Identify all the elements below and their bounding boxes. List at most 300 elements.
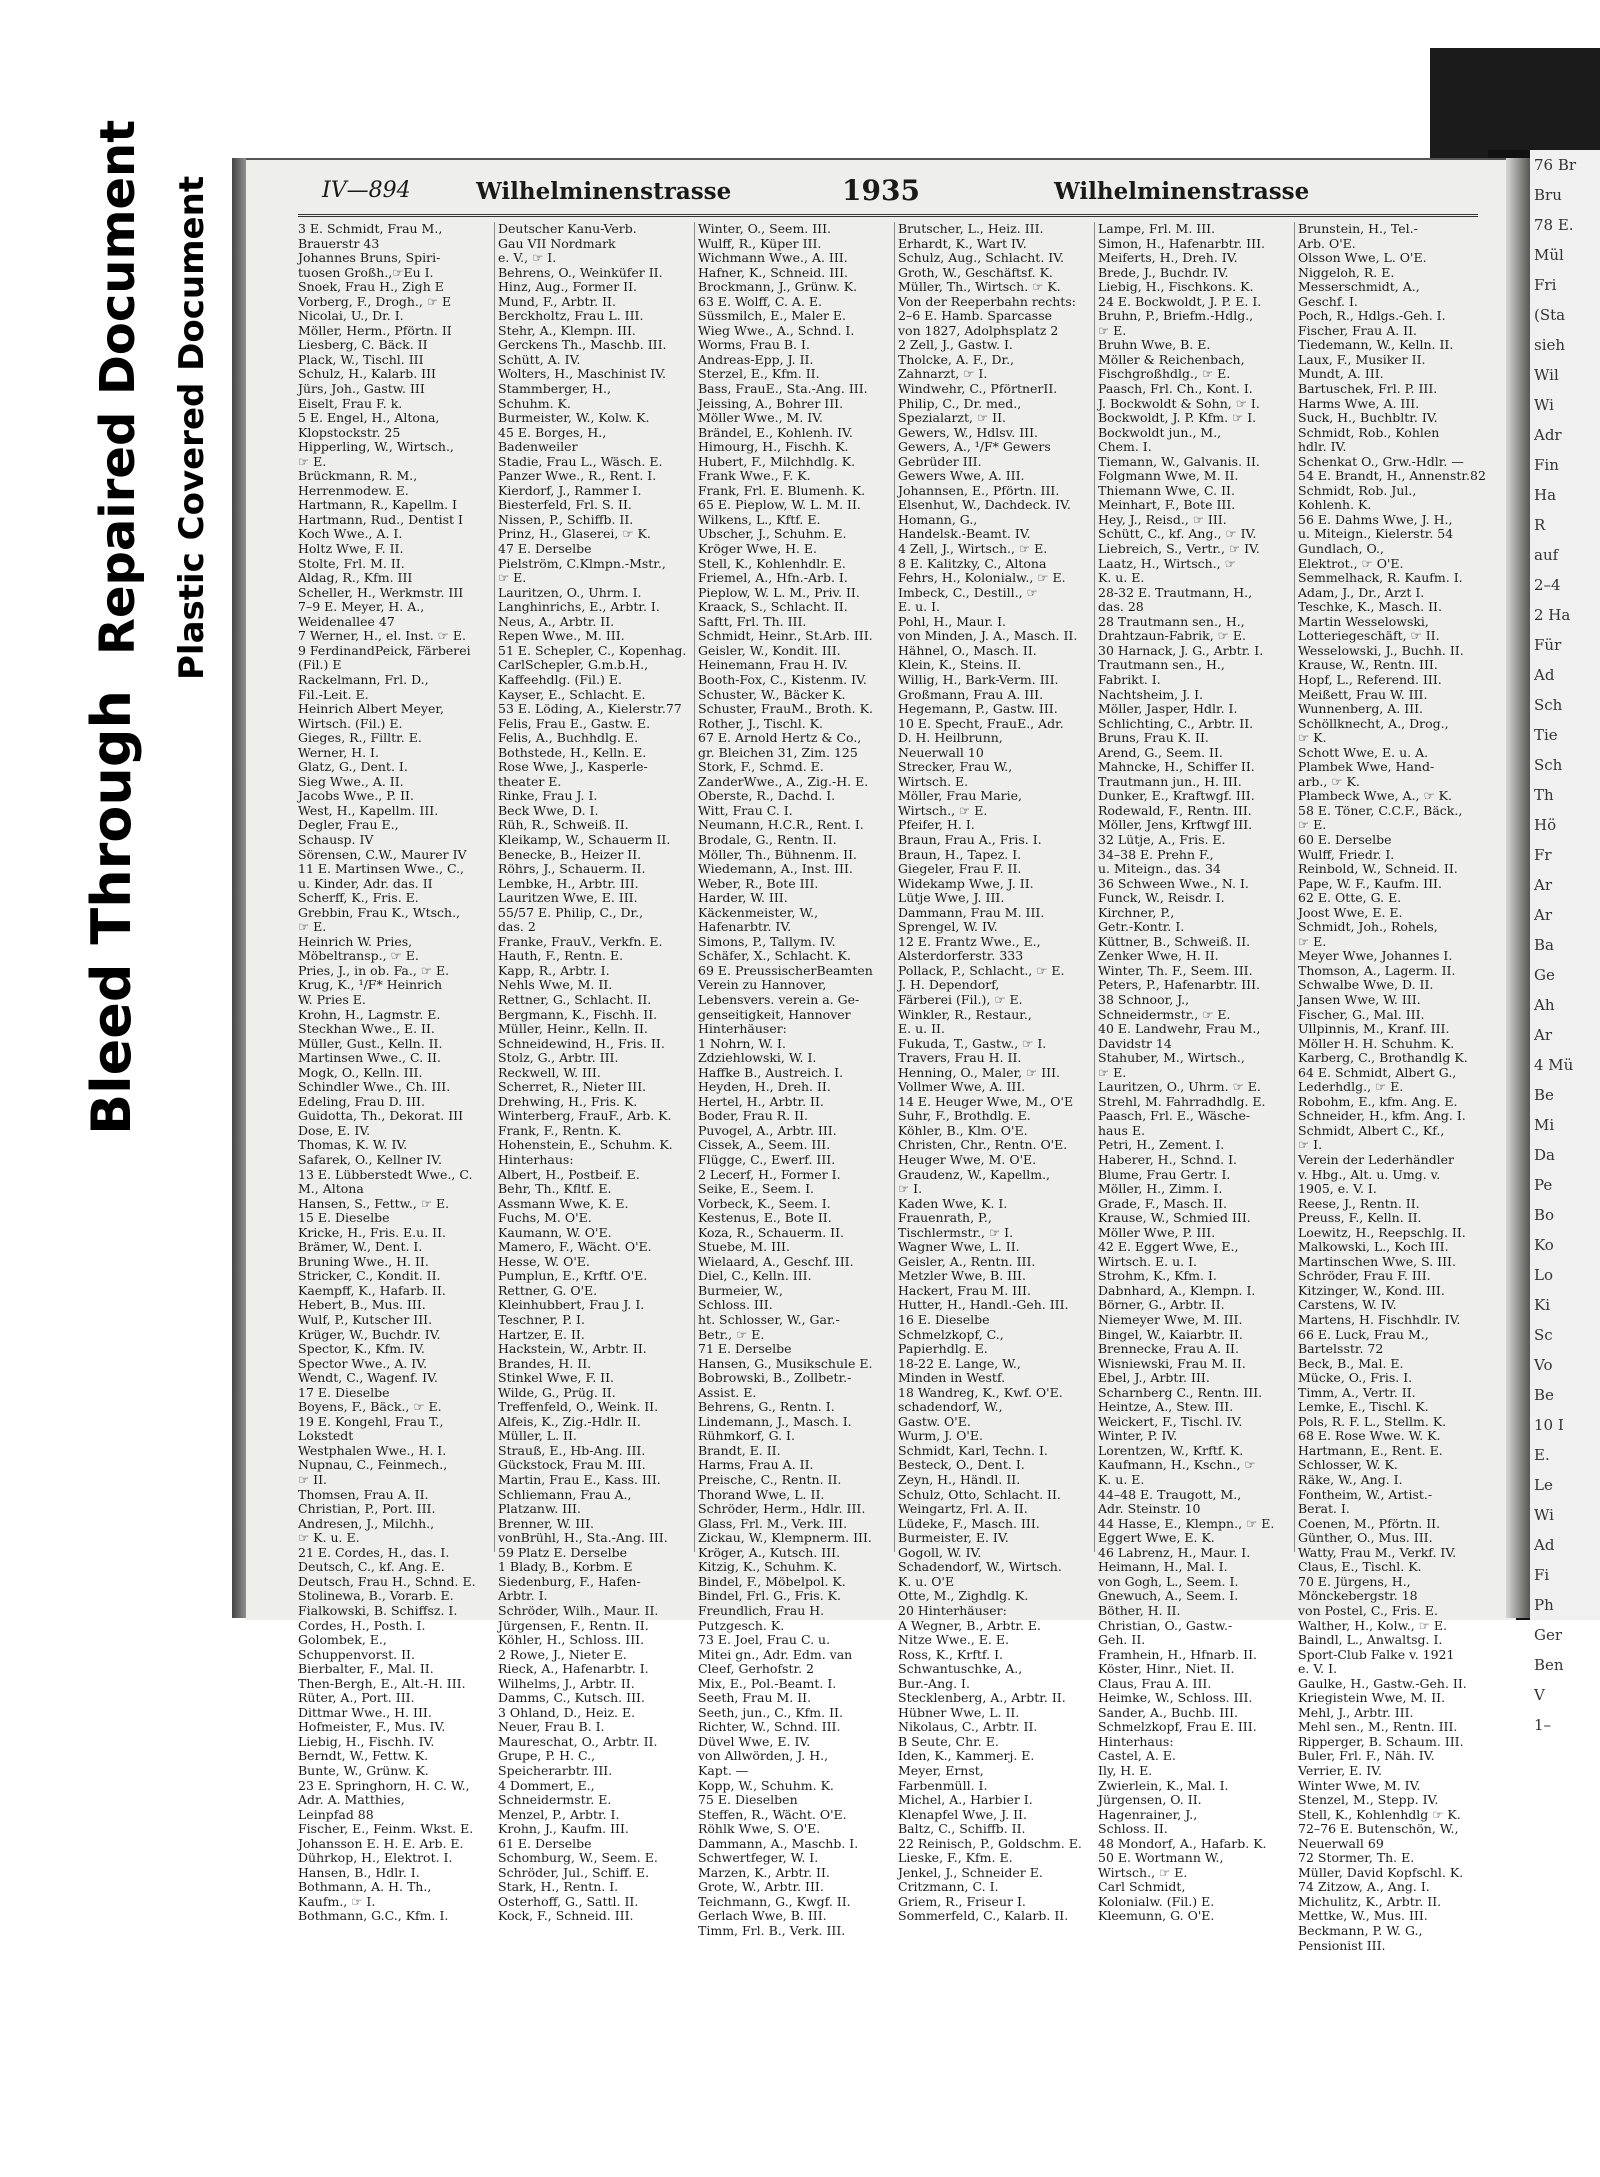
directory-entry: Mix, E., Pol.-Beamt. I. bbox=[698, 1675, 837, 1691]
directory-entry: Schneidewind, H., Fris. II. bbox=[498, 1035, 665, 1051]
directory-entry: Lembke, H., Arbtr. III. bbox=[498, 875, 639, 891]
column-5 bbox=[1098, 221, 1290, 1924]
directory-entry: Hübner Wwe, L. II. bbox=[898, 1704, 1020, 1720]
directory-entry: Scherff, K., Fris. E. bbox=[298, 890, 419, 906]
directory-entry: Bruhn Wwe, B. E. bbox=[1098, 337, 1211, 353]
directory-entry: Steffen, R., Wächt. O'E. bbox=[698, 1806, 847, 1822]
directory-entry: Räke, W., Ang. I. bbox=[1298, 1472, 1403, 1488]
directory-entry: Wulf, P., Kutscher III. bbox=[298, 1312, 433, 1328]
directory-entry: Schenkat O., Grw.-Hdlr. — bbox=[1298, 453, 1464, 469]
directory-entry: Brückmann, R. M., bbox=[298, 468, 418, 484]
directory-entry: 2 Zell, J., Gastw. I. bbox=[898, 337, 1013, 353]
directory-entry: Ebel, J., Arbtr. III. bbox=[1098, 1370, 1210, 1386]
directory-entry: vonBrühl, H., Sta.-Ang. III. bbox=[498, 1530, 668, 1546]
directory-entry: 46 Labrenz, H., Maur. I. bbox=[1098, 1544, 1251, 1560]
directory-entry: Behr, Th., Kfltf. E. bbox=[498, 1181, 612, 1197]
directory-entry: Röhrs, J., Schauerm. II. bbox=[498, 861, 646, 877]
directory-entry: Meißett, Frau W. III. bbox=[1298, 686, 1428, 702]
directory-entry: Baltz, C., Schiffb. II. bbox=[898, 1821, 1026, 1837]
directory-entry: Stolz, G., Arbtr. III. bbox=[498, 1050, 619, 1066]
directory-entry: Dammann, Frau M. III. bbox=[898, 904, 1045, 920]
directory-entry: Stolte, Frl. M. II. bbox=[298, 555, 405, 571]
directory-entry: Leinpfad 88 bbox=[298, 1806, 374, 1822]
next-page-fragment: Tie bbox=[1534, 726, 1558, 744]
next-page-fragment: Adr bbox=[1534, 426, 1562, 444]
next-page-fragment: Ba bbox=[1534, 936, 1554, 954]
directory-entry: Müller, L. II. bbox=[498, 1428, 577, 1444]
directory-entry: Haberer, H., Schnd. I. bbox=[1098, 1152, 1238, 1167]
directory-entry: Carstens, W. IV. bbox=[1298, 1297, 1397, 1313]
next-page-fragment: Fri bbox=[1534, 276, 1557, 294]
directory-entry: Platzanw. III. bbox=[498, 1501, 581, 1517]
directory-entry: Schmidt, Heinr., St.Arb. III. bbox=[698, 628, 873, 644]
directory-entry: 74 Zitzow, A., Ang. I. bbox=[1298, 1879, 1430, 1895]
next-page-fragment: Hö bbox=[1534, 816, 1557, 834]
directory-entry: Boder, Frau R. II. bbox=[698, 1108, 808, 1124]
directory-entry: Booth-Fox, C., Kistenm. IV. bbox=[698, 671, 867, 687]
next-page-fragment: Be bbox=[1534, 1386, 1554, 1404]
directory-entry: Hansen, G., Musikschule E. bbox=[698, 1355, 873, 1371]
next-page-edge bbox=[1530, 150, 1600, 1734]
directory-entry: 73 E. Joel, Frau C. u. bbox=[698, 1632, 831, 1648]
directory-entry: Kaffeehdlg. (Fil.) E. bbox=[498, 671, 622, 687]
next-page-fragment: Da bbox=[1534, 1146, 1555, 1164]
directory-entry: Putzgesch. K. bbox=[698, 1617, 785, 1633]
directory-entry: 28-32 E. Trautmann, H., bbox=[1098, 584, 1253, 600]
directory-entry: Hertel, H., Arbtr. II. bbox=[698, 1093, 824, 1109]
directory-entry: Bothmann, A. H. Th., bbox=[298, 1879, 432, 1895]
directory-entry: Guidotta, Th., Dekorat. III bbox=[298, 1108, 464, 1124]
directory-entry: Simon, H., Hafenarbtr. III. bbox=[1098, 235, 1265, 251]
directory-entry: Adr. Steinstr. 10 bbox=[1098, 1501, 1201, 1517]
directory-entry: Preische, C., Rentn. II. bbox=[698, 1472, 842, 1488]
directory-entry: 2–6 E. Hamb. Sparcasse bbox=[898, 308, 1053, 324]
directory-entry: ☞ E. bbox=[1098, 322, 1127, 338]
directory-entry: Suhr, F., Brothdlg. E. bbox=[898, 1108, 1031, 1124]
directory-entry: M., Altona bbox=[298, 1181, 364, 1197]
directory-entry: Diel, C., Kelln. III. bbox=[698, 1268, 812, 1284]
directory-entry: Winter Wwe, M. IV. bbox=[1298, 1777, 1421, 1793]
directory-entry: Then-Bergh, E., Alt.-H. III. bbox=[298, 1675, 466, 1691]
directory-entry: Christian, P., Port. III. bbox=[298, 1501, 436, 1517]
directory-entry: Blume, Frau Gertr. I. bbox=[1098, 1166, 1231, 1182]
directory-entry: Burmeier, W., bbox=[698, 1282, 784, 1298]
directory-entry: 38 Schnoor, J., bbox=[1098, 991, 1190, 1007]
directory-entry: Klopstockstr. 25 bbox=[298, 424, 401, 440]
directory-entry: Hafenarbtr. IV. bbox=[698, 919, 792, 935]
directory-entry: Bunte, W., Grünw. K. bbox=[298, 1762, 429, 1778]
directory-entry: Mamero, F., Wächt. O'E. bbox=[498, 1239, 652, 1255]
next-page-fragment: Ph bbox=[1534, 1596, 1554, 1614]
directory-entry: schadendorf, W., bbox=[898, 1399, 1003, 1415]
directory-entry: Weber, R., Bote III. bbox=[698, 875, 819, 891]
directory-entry: Möller, H., Zimm. I. bbox=[1098, 1181, 1223, 1197]
directory-entry: Neumann, H.C.R., Rent. I. bbox=[698, 817, 864, 833]
directory-entry: Claus, Frau A. III. bbox=[1098, 1675, 1212, 1691]
directory-entry: Neuerwall 10 bbox=[898, 744, 984, 760]
directory-entry: Stecklenberg, A., Arbtr. II. bbox=[898, 1690, 1066, 1706]
directory-entry: Adr. A. Matthies, bbox=[298, 1792, 405, 1808]
directory-entry: Dabnhard, A., Klempn. I. bbox=[1098, 1282, 1256, 1298]
directory-entry: Möller Wwe, P. III. bbox=[1098, 1224, 1216, 1240]
directory-entry: Lieske, F., Kfm. E. bbox=[898, 1850, 1013, 1866]
directory-entry: Baindl, L., Anwaltsg. I. bbox=[1298, 1632, 1443, 1648]
directory-entry: Fontheim, W., Artist.- bbox=[1298, 1486, 1433, 1502]
directory-entry: Rühmkorf, G. I. bbox=[698, 1428, 795, 1444]
directory-entry: ☞ K. bbox=[1298, 730, 1327, 746]
directory-entry: Pensionist III. bbox=[1298, 1937, 1386, 1953]
directory-entry: Otte, M., Zighdlg. K. bbox=[898, 1588, 1029, 1604]
directory-entry: 40 E. Landwehr, Frau M., bbox=[1098, 1021, 1261, 1037]
directory-entry: Fabrikt. I. bbox=[1098, 671, 1161, 687]
directory-entry: Schröder, Jul., Schiff. E. bbox=[498, 1864, 650, 1880]
directory-entry: Schmelzkopf, C., bbox=[898, 1326, 1004, 1342]
directory-entry: 1905, e. V. I. bbox=[1298, 1181, 1377, 1197]
directory-entry: Alfeis, K., Zig.-Hdlr. II. bbox=[498, 1413, 641, 1429]
directory-entry: Zwierlein, K., Mal. I. bbox=[1098, 1777, 1229, 1793]
directory-entry: Laux, F., Musiker II. bbox=[1298, 351, 1426, 367]
directory-entry: Hackert, Frau M. III. bbox=[898, 1282, 1031, 1298]
next-page-fragment: E. bbox=[1534, 1446, 1550, 1464]
directory-entry: Schadendorf, W., Wirtsch. bbox=[898, 1559, 1062, 1575]
directory-entry: Christen, Chr., Rentn. O'E. bbox=[898, 1137, 1068, 1153]
directory-entry: 18 Wandreg, K., Kwf. O'E. bbox=[898, 1384, 1063, 1400]
directory-entry: haus E. bbox=[1098, 1122, 1146, 1138]
directory-entry: Pfeifer, H. I. bbox=[898, 817, 975, 833]
directory-entry: Krause, W., Rentn. III. bbox=[1298, 657, 1438, 673]
directory-entry: Pielström, C.Klmpn.-Mstr., bbox=[498, 555, 666, 571]
directory-entry: Rüh, R., Schweiß. II. bbox=[498, 817, 629, 833]
directory-entry: J. Bockwoldt & Sohn, ☞ I. bbox=[1098, 395, 1260, 411]
directory-entry: Ripperger, B. Schaum. III. bbox=[1298, 1733, 1464, 1749]
directory-entry: Geisler, W., Kondit. III. bbox=[698, 642, 841, 658]
directory-entry: Meyer Wwe, Johannes I. bbox=[1298, 948, 1453, 964]
directory-entry: Chem. I. bbox=[1098, 439, 1152, 455]
next-page-fragment: Ha bbox=[1534, 486, 1557, 504]
directory-entry: Kopp, W., Schuhm. K. bbox=[698, 1777, 834, 1793]
year-title: 1935 bbox=[842, 174, 920, 207]
directory-entry: Hartzer, E. II. bbox=[498, 1326, 585, 1342]
directory-entry: Spezialarzt, ☞ II. bbox=[898, 410, 1007, 426]
column-6 bbox=[1298, 221, 1490, 1953]
directory-entry: Tholcke, A. F., Dr., bbox=[898, 351, 1015, 367]
directory-entry: Schwertfeger, W. I. bbox=[698, 1850, 819, 1866]
directory-entry: Getr.-Kontr. I. bbox=[1098, 919, 1185, 935]
directory-entry: Hansen, B., Hdlr. I. bbox=[298, 1864, 420, 1880]
directory-entry: Kitzig, K., Schuhm. K. bbox=[698, 1559, 837, 1575]
directory-entry: Oberste, R., Dachd. I. bbox=[698, 788, 836, 804]
directory-entry: Lütje Wwe, J. III. bbox=[898, 890, 1005, 906]
directory-entry: Bergmann, K., Fischh. II. bbox=[498, 1006, 658, 1022]
directory-entry: Damms, C., Kutsch. III. bbox=[498, 1690, 645, 1706]
directory-entry: Hohenstein, E., Schuhm. K. bbox=[498, 1137, 673, 1153]
directory-entry: Bothmann, G.C., Kfm. I. bbox=[298, 1908, 449, 1924]
directory-entry: 56 E. Dahms Wwe, J. H., bbox=[1298, 511, 1453, 527]
directory-entry: Wirtsch. E. u. I. bbox=[1098, 1253, 1198, 1269]
column-divider bbox=[1094, 222, 1095, 1552]
directory-entry: E. u. I. bbox=[898, 599, 940, 615]
directory-entry: das. 28 bbox=[1098, 599, 1144, 615]
directory-entry: Vorberg, F., Drogh., ☞ E bbox=[298, 293, 452, 309]
directory-entry: Kröger, A., Kutsch. III. bbox=[698, 1544, 841, 1560]
directory-entry: Rüter, A., Port. III. bbox=[298, 1690, 415, 1706]
directory-entry: Niggeloh, R. E. bbox=[1298, 264, 1395, 280]
directory-entry: Wielaard, A., Geschf. III. bbox=[698, 1253, 854, 1269]
directory-entry: ☞ E. bbox=[1098, 1064, 1127, 1080]
directory-entry: Heintze, A., Stew. III. bbox=[1098, 1399, 1234, 1415]
directory-entry: Möller, Jens, Krftwgf III. bbox=[1098, 817, 1253, 833]
next-page-fragment: Ger bbox=[1534, 1626, 1563, 1644]
directory-entry: Lauritzen, O., Uhrm. I. bbox=[498, 584, 642, 600]
directory-entry: Schulz, Otto, Schlacht. II. bbox=[898, 1486, 1061, 1502]
directory-entry: Koch Wwe., A. I. bbox=[298, 526, 403, 542]
directory-entry: Kricke, H., Fris. E.u. II. bbox=[298, 1224, 447, 1240]
directory-entry: Zahnarzt, ☞ I. bbox=[898, 366, 988, 382]
directory-entry: Schmidt, Rob., Kohlen bbox=[1298, 424, 1440, 440]
directory-entry: Braun, Frau A., Fris. I. bbox=[898, 831, 1042, 847]
directory-entry: Krohn, H., Lagmstr. E. bbox=[298, 1006, 441, 1022]
directory-entry: Deutscher Kanu-Verb. bbox=[498, 221, 637, 236]
next-page-fragment: Ad bbox=[1534, 1536, 1555, 1554]
directory-entry: Gastw. O'E. bbox=[898, 1413, 971, 1429]
directory-entry: Lemke, E., Tischl. K. bbox=[1298, 1399, 1429, 1415]
directory-entry: Niemeyer Wwe, M. III. bbox=[1098, 1312, 1243, 1328]
next-page-fragment: Be bbox=[1534, 1086, 1554, 1104]
directory-entry: Hinterhäuser: bbox=[698, 1021, 787, 1037]
directory-entry: K. u. E. bbox=[1098, 570, 1145, 586]
directory-entry: Osterhoff, G., Sattl. II. bbox=[498, 1893, 639, 1909]
directory-entry: Böther, H. II. bbox=[1098, 1602, 1181, 1618]
directory-entry: 61 E. Derselbe bbox=[498, 1835, 592, 1851]
directory-entry: Hartmann, Rud., Dentist I bbox=[298, 511, 463, 527]
directory-entry: Stell, K., Kohlenhdlr. E. bbox=[698, 555, 846, 571]
directory-entry: u. Miteign., Kielerstr. 54 bbox=[1298, 526, 1454, 542]
directory-entry: Sommerfeld, C., Kalarb. II. bbox=[898, 1908, 1069, 1924]
directory-entry: 5 E. Engel, H., Altona, bbox=[298, 410, 440, 426]
directory-entry: Mundt, A. III. bbox=[1298, 366, 1384, 382]
directory-entry: 3 Ohland, D., Heiz. E. bbox=[498, 1704, 636, 1720]
directory-entry: Mönckebergstr. 18 bbox=[1298, 1588, 1418, 1604]
next-page-fragment: Fin bbox=[1534, 456, 1559, 474]
directory-entry: Schneider, H., kfm. Ang. I. bbox=[1298, 1108, 1466, 1124]
header-rule bbox=[298, 214, 1478, 217]
directory-entry: 58 E. Töner, C.C.F., Bäck., bbox=[1298, 802, 1463, 818]
directory-entry: Westphalen Wwe., H. I. bbox=[298, 1442, 447, 1458]
directory-entry: 72 Stormer, Th. E. bbox=[1298, 1850, 1415, 1866]
directory-entry: Frauenrath, P., bbox=[898, 1210, 992, 1226]
directory-entry: Weingartz, Frl. A. II. bbox=[898, 1501, 1028, 1517]
next-page-fragment: Wil bbox=[1534, 366, 1559, 384]
directory-entry: Müller, David Kopfschl. K. bbox=[1298, 1864, 1464, 1880]
directory-entry: Michulitz, K., Arbtr. II. bbox=[1298, 1893, 1442, 1909]
next-page-fragment: 1– bbox=[1534, 1716, 1552, 1734]
directory-entry: 10 E. Specht, FrauE., Adr. bbox=[898, 715, 1064, 731]
directory-entry: Müller, Heinr., Kelln. II. bbox=[498, 1021, 648, 1037]
next-page-fragment: Ar bbox=[1534, 906, 1553, 924]
directory-entry: Iden, K., Kammerj. E. bbox=[898, 1748, 1035, 1764]
directory-entry: Wirtsch., ☞ E. bbox=[898, 802, 988, 818]
directory-entry: 19 E. Kongehl, Frau T., bbox=[298, 1413, 444, 1429]
directory-entry: Jeissing, A., Bohrer III. bbox=[698, 395, 844, 411]
directory-entry: Liesberg, C. Bäck. II bbox=[298, 337, 428, 353]
directory-entry: Jürgensen, F., Rentn. II. bbox=[498, 1617, 649, 1633]
directory-entry: ZanderWwe., A., Zig.-H. E. bbox=[698, 773, 869, 789]
directory-entry: Assist. E. bbox=[698, 1384, 757, 1400]
directory-entry: Critzmann, C. I. bbox=[898, 1879, 999, 1895]
directory-entry: Fischer, G., Mal. III. bbox=[1298, 1006, 1425, 1022]
directory-entry: 4 Dommert, E., bbox=[498, 1777, 595, 1793]
directory-entry: Krüger, W., Buchdr. IV. bbox=[298, 1326, 441, 1342]
directory-entry: Eggert Wwe, E. K. bbox=[1098, 1530, 1215, 1546]
directory-entry: 48 Mondorf, A., Hafarb. K. bbox=[1098, 1835, 1267, 1851]
directory-entry: Gogoll, W. IV. bbox=[898, 1544, 982, 1560]
directory-entry: Michel, A., Harbier I. bbox=[898, 1792, 1033, 1808]
directory-entry: Vorbeck, K., Seem. I. bbox=[698, 1195, 831, 1211]
directory-entry: Walther, H., Kolw., ☞ E. bbox=[1298, 1617, 1447, 1633]
directory-entry: Menzel, P., Arbtr. I. bbox=[498, 1806, 620, 1822]
directory-entry: Panzer Wwe., R., Rent. I. bbox=[498, 468, 657, 484]
directory-entry: Martin Wesselowski, bbox=[1298, 613, 1429, 629]
directory-entry: Stark, H., Rentn. I. bbox=[498, 1879, 619, 1895]
directory-entry: Günther, O., Mus. III. bbox=[1298, 1530, 1433, 1546]
directory-entry: Färberei (Fil.), ☞ E. bbox=[898, 991, 1023, 1007]
directory-entry: Weidenallee 47 bbox=[298, 613, 395, 629]
directory-entry: Rettner, G. O'E. bbox=[498, 1282, 598, 1298]
directory-entry: Pumplun, E., Krftf. O'E. bbox=[498, 1268, 648, 1284]
directory-entry: ☞ E. bbox=[1298, 933, 1327, 949]
directory-entry: 45 E. Borges, H., bbox=[498, 424, 607, 440]
directory-entry: Schuster, FrauM., Broth. K. bbox=[698, 701, 873, 717]
next-page-fragment: Ah bbox=[1534, 996, 1555, 1014]
directory-entry: Prinz, H., Glaserei, ☞ K. bbox=[498, 526, 651, 542]
directory-entry: Rose Wwe, J., Kasperle- bbox=[498, 759, 648, 775]
directory-entry: Pieplow, W. L. M., Priv. II. bbox=[698, 584, 860, 600]
directory-entry: Kayser, E., Schlacht. E. bbox=[498, 686, 646, 702]
directory-entry: Verein der Lederhändler bbox=[1298, 1152, 1455, 1167]
directory-entry: Bruhn, P., Briefm.-Hdlg., bbox=[1098, 308, 1254, 324]
directory-entry: Berndt, W., Fettw. K. bbox=[298, 1748, 429, 1764]
directory-entry: Groth, W., Geschäftsf. K. bbox=[898, 264, 1053, 280]
directory-entry: Gundlach, O., bbox=[1298, 541, 1384, 557]
directory-entry: Möller Wwe., M. IV. bbox=[698, 410, 824, 426]
directory-entry: Sport-Club Falke v. 1921 bbox=[1298, 1646, 1455, 1662]
directory-entry: 4 Zell, J., Wirtsch., ☞ E. bbox=[898, 541, 1048, 557]
directory-entry: Schmidt, Joh., Rohels, bbox=[1298, 919, 1438, 935]
directory-entry: Deutsch, Frau H., Schnd. E. bbox=[298, 1573, 476, 1589]
directory-entry: Kaufmann, H., Kschn., ☞ bbox=[1098, 1457, 1256, 1473]
next-page-fragment: Lo bbox=[1534, 1266, 1553, 1284]
directory-entry: Verein zu Hannover, bbox=[698, 977, 827, 993]
directory-entry: Poch, R., Hdlgs.-Geh. I. bbox=[1298, 308, 1446, 324]
directory-entry: Metzler Wwe, B. III. bbox=[898, 1268, 1026, 1284]
directory-entry: Ross, K., Krftf. I. bbox=[898, 1646, 1003, 1662]
directory-entry: Herrenmodew. E. bbox=[298, 482, 409, 498]
directory-entry: 55/57 E. Philip, C., Dr., bbox=[498, 904, 644, 920]
directory-entry: 44 Hasse, E., Klempn., ☞ E. bbox=[1098, 1515, 1275, 1531]
directory-entry: Funck, W., Reisdr. I. bbox=[1098, 890, 1225, 906]
directory-entry: Thomson, A., Lagerm. II. bbox=[1298, 962, 1456, 978]
directory-entry: ☞ K. u. E. bbox=[298, 1530, 360, 1546]
directory-entry: Edeling, Frau D. III. bbox=[298, 1093, 425, 1109]
directory-entry: Friemel, A., Hfn.-Arb. I. bbox=[698, 570, 848, 586]
directory-entry: Messerschmidt, A., bbox=[1298, 279, 1420, 295]
directory-entry: Grote, W., Arbtr. III. bbox=[698, 1879, 824, 1895]
directory-entry: Reckwell, W. III. bbox=[498, 1064, 601, 1080]
next-page-fragment: Vo bbox=[1534, 1356, 1553, 1374]
directory-entry: Jenkel, J., Schneider E. bbox=[898, 1864, 1043, 1880]
directory-entry: Wolters, H., Maschinist IV. bbox=[498, 366, 667, 382]
directory-entry: Hartmann, E., Rent. E. bbox=[1298, 1442, 1443, 1458]
directory-entry: u. Miteign., das. 34 bbox=[1098, 861, 1221, 877]
next-page-fragment: 2 Ha bbox=[1534, 606, 1571, 624]
directory-entry: tuosen Großh.,☞Eu I. bbox=[298, 264, 434, 280]
directory-entry: Kohlenh. K. bbox=[1298, 497, 1372, 513]
directory-entry: 75 E. Dieselben bbox=[698, 1792, 798, 1808]
directory-entry: Kleemunn, G. O'E. bbox=[1098, 1908, 1215, 1924]
directory-entry: Lindemann, J., Masch. I. bbox=[698, 1413, 852, 1429]
directory-entry: von 1827, Adolphsplatz 2 bbox=[898, 322, 1059, 338]
directory-entry: 22 Reinisch, P., Goldschm. E. bbox=[898, 1835, 1082, 1851]
directory-entry: Felis, A., Buchhdlg. E. bbox=[498, 730, 639, 746]
directory-entry: Nicolai, U., Dr. I. bbox=[298, 308, 404, 324]
next-page-fragment: Fr bbox=[1534, 846, 1552, 864]
directory-entry: Berat. I. bbox=[1298, 1501, 1350, 1517]
directory-entry: Kestenus, E., Bote II. bbox=[698, 1210, 832, 1226]
directory-entry: von Allwörden, J. H., bbox=[698, 1748, 829, 1764]
directory-entry: gr. Bleichen 31, Zim. 125 bbox=[698, 744, 858, 760]
directory-entry: Schmidt, Albert C., Kf., bbox=[1298, 1122, 1445, 1138]
directory-entry: Trautmann sen., H., bbox=[1098, 657, 1225, 673]
directory-entry: Maureschat, O., Arbtr. II. bbox=[498, 1733, 658, 1749]
directory-entry: Neuerwall 69 bbox=[1298, 1835, 1384, 1851]
directory-entry: Kriegistein Wwe, M. II. bbox=[1298, 1690, 1446, 1706]
directory-entry: Gerlach Wwe, B. III. bbox=[698, 1908, 827, 1924]
directory-entry: Gau VII Nordmark bbox=[498, 235, 616, 251]
scanner-shadow bbox=[1430, 48, 1600, 163]
directory-entry: Bothstede, H., Kelln. E. bbox=[498, 744, 647, 760]
directory-entry: Pols, R. F. L., Stellm. K. bbox=[1298, 1413, 1447, 1429]
directory-entry: Wichmann Wwe., A. III. bbox=[698, 250, 848, 266]
directory-entry: Brenner, W. III. bbox=[498, 1515, 595, 1531]
directory-entry: Spector Wwe., A. IV. bbox=[298, 1355, 428, 1371]
directory-entry: Fil.-Leit. E. bbox=[298, 686, 369, 702]
directory-entry: Wulff, Friedr. I. bbox=[1298, 846, 1395, 862]
directory-entry: Neuer, Frau B. I. bbox=[498, 1719, 605, 1735]
next-page-fragment: V bbox=[1534, 1686, 1545, 1704]
directory-entry: Bruning Wwe., H. II. bbox=[298, 1253, 429, 1269]
directory-entry: Fehrs, H., Kolonialw., ☞ E. bbox=[898, 570, 1066, 586]
directory-entry: Dittmar Wwe., H. III. bbox=[298, 1704, 432, 1720]
directory-entry: Aldag, R., Kfm. III bbox=[298, 570, 413, 586]
directory-entry: Schulz, H., Kalarb. III bbox=[298, 366, 436, 382]
directory-entry: Besteck, O., Dent. I. bbox=[898, 1457, 1025, 1473]
directory-entry: Widekamp Wwe, J. II. bbox=[898, 875, 1034, 891]
directory-entry: Boyens, F., Bäck., ☞ E. bbox=[298, 1399, 442, 1415]
directory-entry: Timm, A., Vertr. II. bbox=[1298, 1384, 1416, 1400]
directory-entry: Kleinhubbert, Frau J. I. bbox=[498, 1297, 645, 1313]
directory-entry: Dührkop, H., Elektrot. I. bbox=[298, 1850, 453, 1866]
directory-entry: Hipperling, W., Wirtsch., bbox=[298, 439, 454, 455]
directory-entry: Mehl, J., Arbtr. III. bbox=[1298, 1704, 1414, 1720]
directory-entry: 1 Blady, B., Korbm. E bbox=[498, 1559, 633, 1575]
directory-entry: Bruns, Frau K. II. bbox=[1098, 730, 1209, 746]
directory-entry: Winterberg, FrauF., Arb. K. bbox=[498, 1108, 672, 1124]
directory-entry: Lampe, Frl. M. III. bbox=[1098, 221, 1216, 236]
directory-entry: 24 E. Bockwoldt, J. P. E. I. bbox=[1098, 293, 1262, 309]
directory-entry: Martinschen Wwe, S. III. bbox=[1298, 1253, 1456, 1269]
column-divider bbox=[1294, 222, 1295, 1552]
directory-entry: Brede, J., Buchdr. IV. bbox=[1098, 264, 1229, 280]
